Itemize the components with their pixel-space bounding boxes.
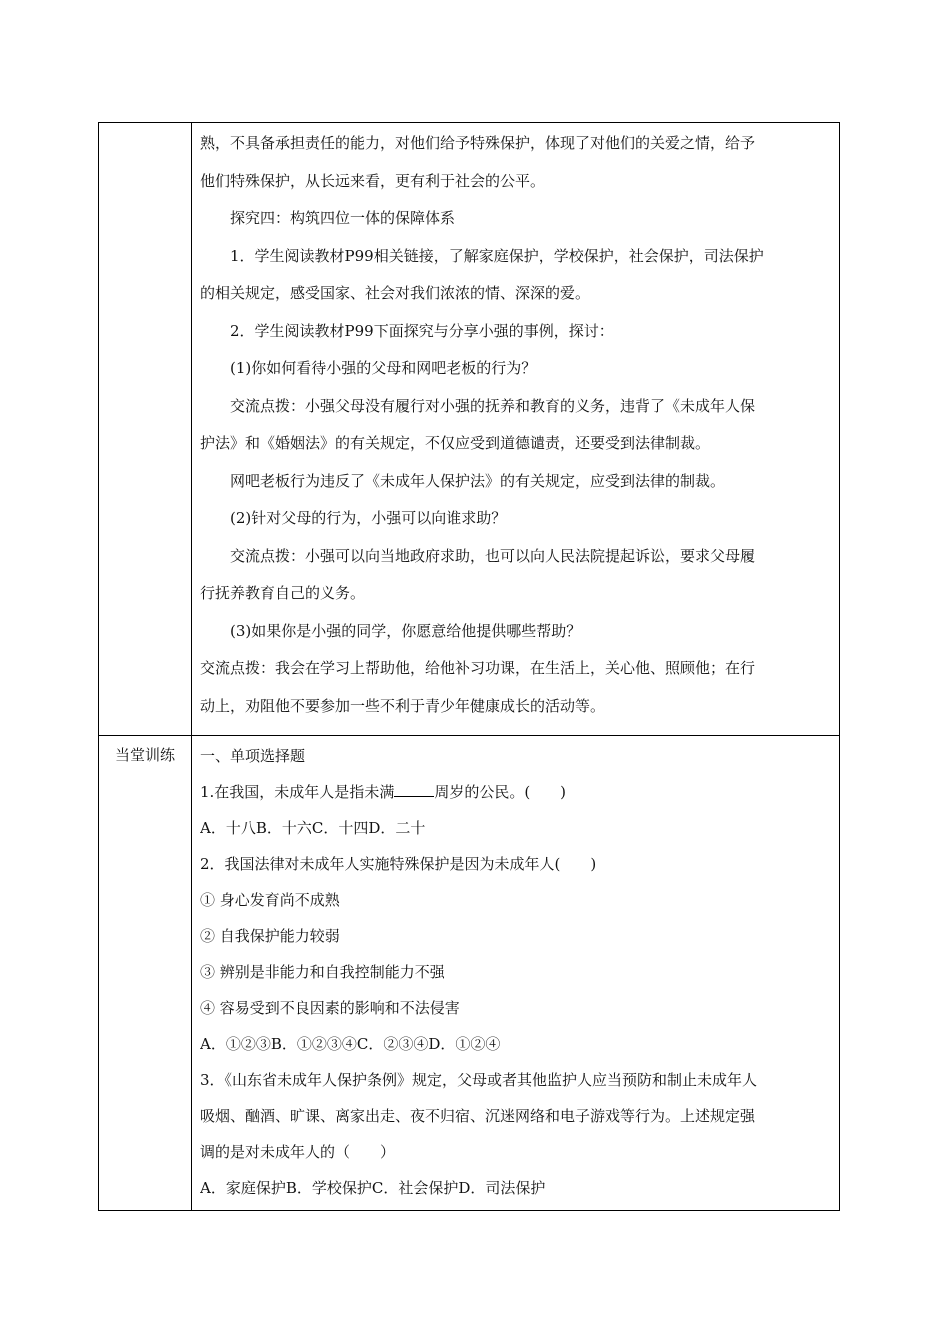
discussion-hint: 交流点拨：我会在学习上帮助他，给他补习功课，在生活上，关心他、照顾他；在行 xyxy=(200,659,756,677)
practice-question-2: 2．我国法律对未成年人实施特殊保护是因为未成年人( ) xyxy=(200,855,597,873)
inquiry-row xyxy=(99,123,840,736)
practice-content-cell xyxy=(192,736,840,1211)
text-line: 动上，劝阻他不要参加一些不利于青少年健康成长的活动等。 xyxy=(200,696,606,715)
question-1: (1)你如何看待小强的父母和网吧老板的行为？ xyxy=(230,359,537,377)
text-line: 1．学生阅读教材P99相关链接，了解家庭保护，学校保护，社会保护，司法保护 xyxy=(230,246,764,265)
text-line: 的相关规定，感受国家、社会对我们浓浓的情、深深的爱。 xyxy=(200,284,591,302)
text-line: 护法》和《婚姻法》的有关规定，不仅应受到道德谴责，还要受到法律制裁。 xyxy=(200,434,711,452)
practice-row xyxy=(99,736,840,1211)
answer-blank xyxy=(394,782,434,797)
question-1-text-after: 周岁的公民。( ) xyxy=(434,783,567,801)
question-1-text-before: 1.在我国，未成年人是指未满 xyxy=(200,783,395,801)
statement-item: ④ 容易受到不良因素的影响和不法侵害 xyxy=(200,999,460,1017)
text-line: 他们特殊保护，从长远来看，更有利于社会的公平。 xyxy=(200,171,546,190)
discussion-hint: 交流点拨：小强父母没有履行对小强的抚养和教育的义务，违背了《未成年人保 xyxy=(230,396,756,415)
text-line: 行抚养教育自己的义务。 xyxy=(200,584,366,602)
question-2-options: A．①②③B．①②③④C．②③④D．①②④ xyxy=(200,1035,501,1053)
discussion-hint: 交流点拨：小强可以向当地政府求助，也可以向人民法院提起诉讼，要求父母履 xyxy=(230,546,756,565)
text-line: 熟，不具备承担责任的能力，对他们给予特殊保护，体现了对他们的关爱之情，给予 xyxy=(200,134,756,152)
text-line: 调的是对未成年人的（ ） xyxy=(200,1143,396,1161)
question-2: (2)针对父母的行为，小强可以向谁求助？ xyxy=(230,509,507,527)
statement-item: ③ 辨别是非能力和自我控制能力不强 xyxy=(200,963,445,981)
statement-item: ① 身心发育尚不成熟 xyxy=(200,891,340,909)
lesson-plan-table xyxy=(98,122,840,1211)
practice-question-1 xyxy=(200,774,831,810)
text-line: 吸烟、酗酒、旷课、离家出走、夜不归宿、沉迷网络和电子游戏等行为。上述规定强 xyxy=(200,1107,756,1125)
inquiry-label-cell xyxy=(99,123,192,736)
inquiry-content-cell xyxy=(192,123,840,736)
question-3: (3)如果你是小强的同学，你愿意给他提供哪些帮助？ xyxy=(230,621,582,640)
inquiry-four-heading: 探究四：构筑四位一体的保障体系 xyxy=(230,209,456,227)
text-line: 网吧老板行为违反了《未成年人保护法》的有关规定，应受到法律的制裁。 xyxy=(230,471,726,490)
practice-label: 当堂训练 xyxy=(99,736,192,1211)
question-3-options: A．家庭保护B．学校保护C．社会保护D．司法保护 xyxy=(200,1179,546,1197)
practice-heading: 一、单项选择题 xyxy=(200,747,306,765)
practice-question-3: 3．《山东省未成年人保护条例》规定，父母或者其他监护人应当预防和制止未成年人 xyxy=(200,1071,758,1089)
statement-item: ② 自我保护能力较弱 xyxy=(200,927,340,945)
text-line: 2．学生阅读教材P99下面探究与分享小强的事例，探讨： xyxy=(230,321,614,340)
question-1-options: A．十八B．十六C．十四D．二十 xyxy=(200,819,426,837)
